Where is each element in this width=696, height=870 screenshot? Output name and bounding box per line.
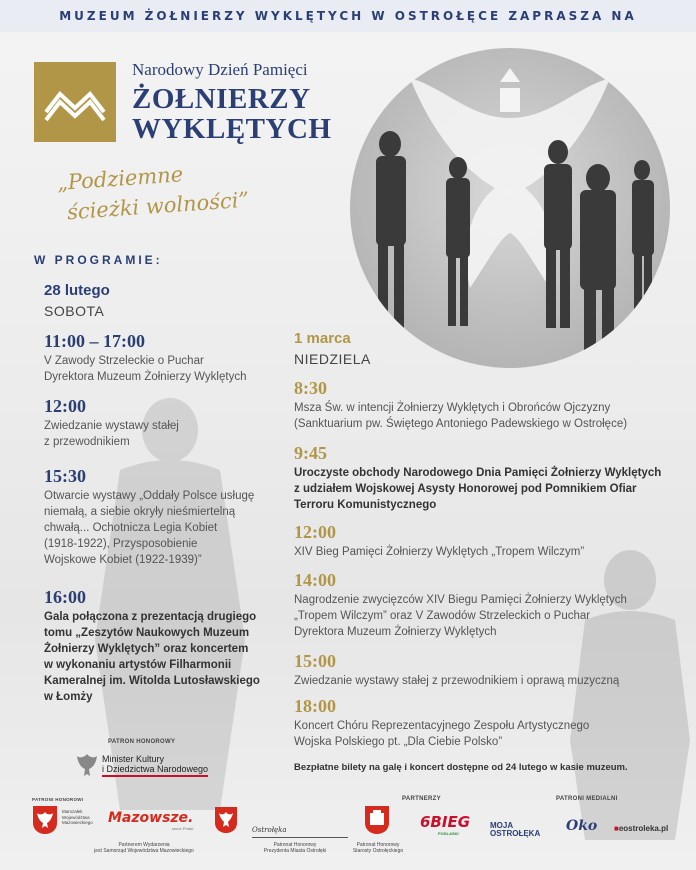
event-time: 14:00	[294, 570, 336, 590]
event-description	[44, 609, 260, 705]
patron-honorowy-label: PATRON HONOROWY	[108, 739, 176, 745]
day1-event-3	[44, 466, 254, 568]
event-line: (Sanktuarium pw. Świętego Antoniego Padewskiego w Ostrołęce)	[294, 418, 628, 430]
day2-event-4	[294, 570, 627, 640]
event-time: 9:45	[294, 443, 327, 463]
event-line: Wojska Polskiego pt. „Dla Ciebie Polsko”	[294, 736, 503, 748]
event-description	[44, 488, 254, 568]
oko-text: Oko	[566, 818, 598, 834]
museum-logo	[34, 62, 116, 142]
event-description	[294, 465, 661, 513]
event-line: tomu „Zeszytów Naukowych Muzeum	[44, 627, 250, 639]
eostroleka-mark-icon: ■	[614, 824, 619, 833]
partner-line: jest Samorząd Województwa Mazowieckiego	[94, 848, 194, 854]
event-line: z udziałem Wojskowej Asysty Honorowej pod Pomnikiem Ofiar	[294, 483, 637, 495]
mazowsze-text: Mazowsze.	[108, 810, 194, 826]
mazowsze-subtext: serce Polski	[171, 826, 194, 831]
day2-header	[294, 330, 371, 368]
ministry-line: Minister Kultury	[102, 753, 165, 764]
event-line: Dyrektora Muzeum Żołnierzy Wyklętych	[294, 626, 497, 638]
event-description	[294, 673, 619, 689]
event-line: w wykonaniu artystów Filharmonii	[44, 659, 232, 671]
event-line: Wojskowe Kobiet (1922-1939)”	[44, 554, 202, 566]
event-line: Dyrektora Muzeum Żołnierzy Wyklętych	[44, 371, 247, 383]
event-time: 16:00	[44, 587, 86, 607]
event-description	[44, 418, 179, 450]
event-line: Nagrodzenie zwycięzców XIV Biegu Pamięci Żołnierzy Wyklętych	[294, 594, 627, 606]
event-time: 18:00	[294, 696, 336, 716]
marszalek-line: Województwa	[62, 814, 90, 820]
page-title	[132, 84, 331, 144]
day2-weekday: NIEDZIELA	[294, 351, 371, 367]
event-line: Kameralnej im. Witolda Lutosławskiego	[44, 675, 260, 687]
day1-event-1	[44, 331, 246, 385]
event-line: XIV Bieg Pamięci Żołnierzy Wyklętych „Tropem Wilczym”	[294, 546, 585, 558]
eostroleka-text: eostroleka.pl	[618, 824, 669, 833]
program-label: W PROGRAMIE:	[34, 253, 163, 267]
day2-event-5	[294, 651, 619, 689]
eostroleka-logo	[614, 824, 668, 833]
moja-ostroleka-logo	[490, 822, 540, 838]
bieg-text: 6BIEG	[420, 813, 471, 831]
day2-event-1	[294, 378, 627, 432]
patroni-medialni-label: PATRONI MEDIALNI	[556, 796, 618, 802]
partnerzy-label: PARTNERZY	[402, 796, 441, 802]
event-time: 8:30	[294, 378, 327, 398]
event-line: Żołnierzy Wyklętych” oraz koncertem	[44, 643, 249, 655]
day1-event-2	[44, 396, 179, 450]
prezydent-text	[240, 842, 350, 854]
ostroleka-script-logo	[252, 819, 348, 838]
day1-date: 28 lutego	[44, 282, 110, 299]
event-time: 15:00	[294, 651, 336, 671]
event-line: chwałą... Ochotnicza Legia Kobiet	[44, 522, 218, 534]
event-time: 11:00 – 17:00	[44, 331, 145, 351]
ministry-logo	[76, 752, 208, 778]
partner-line: Partnerem Wydarzenia	[118, 842, 170, 848]
partner-samorzad-text	[74, 842, 214, 854]
top-banner	[0, 0, 696, 32]
event-line: Gala połączona z prezentacją drugiego	[44, 611, 257, 623]
day2-event-6	[294, 696, 589, 750]
invite-text: MUZEUM ŻOŁNIERZY WYKLĘTYCH W OSTROŁĘCE ZAPRASZA NA	[59, 9, 637, 23]
soldiers-silhouette-icon	[350, 48, 670, 368]
event-time: 12:00	[294, 522, 336, 542]
tickets-note: Bezpłatne bilety na galę i koncert dostępne od 24 lutego w kasie muzeum.	[294, 762, 628, 773]
event-description	[294, 400, 627, 432]
zigzag-logo-icon	[42, 82, 108, 122]
prezydent-line: Patronat Honorowy	[273, 842, 317, 848]
soldiers-photo	[350, 48, 670, 368]
oko-logo	[566, 817, 597, 835]
event-description	[294, 592, 627, 640]
prezydent-line: Prezydenta Miasta Ostrołęki	[263, 848, 327, 854]
ministry-text	[102, 754, 208, 777]
event-line: w Łomży	[44, 691, 93, 703]
title-line-2: WYKLĘTYCH	[132, 113, 332, 145]
event-line: Zwiedzanie wystawy stałej	[44, 420, 179, 432]
marszalek-line: Mazowieckiego	[62, 820, 93, 825]
event-time: 15:30	[44, 466, 86, 486]
event-line: niemałą, a siebie okryły nieśmiertelną	[44, 506, 236, 518]
day2-event-2	[294, 443, 661, 513]
title-line-1: ŻOŁNIERZY	[132, 83, 311, 115]
event-line: Msza Św. w intencji Żołnierzy Wyklętych i Obrońców Ojczyzny	[294, 402, 611, 414]
slogan-line-1: „Podziemne	[56, 162, 184, 195]
event-line: Koncert Chóru Reprezentacyjnego Zespołu Artystycznego	[294, 720, 590, 732]
event-line: Uroczyste obchody Narodowego Dnia Pamięci Żołnierzy Wyklętych	[294, 467, 662, 479]
day1-event-4	[44, 587, 260, 705]
event-time: 12:00	[44, 396, 86, 416]
event-description	[294, 718, 589, 750]
bieg-logo	[420, 813, 470, 836]
day2-date: 1 marca	[294, 330, 351, 347]
event-line: Terroru Komunistycznego	[294, 499, 437, 511]
event-description	[294, 544, 584, 560]
event-line: „Tropem Wilczym” oraz V Zawodów Strzeleckich o Puchar	[294, 610, 591, 622]
day2-event-3	[294, 522, 584, 560]
ministry-line: i Dziedzictwa Narodowego	[102, 763, 209, 774]
event-line: V Zawody Strzeleckie o Puchar	[44, 355, 204, 367]
slogan	[56, 155, 250, 228]
moja-line: MOJA	[490, 821, 514, 830]
slogan-line-2: ścieżki wolności”	[66, 187, 250, 225]
day1-header	[44, 282, 110, 320]
ostroleka-script-text: Ostrołęka	[252, 826, 287, 834]
patroni-honorowi-label: PATRONI HONOROWI	[32, 797, 84, 802]
starosta-line: Patronat Honorowy	[356, 842, 400, 848]
event-line: (1918-1922), Przysposobienie	[44, 538, 198, 550]
event-description	[44, 353, 246, 385]
title-subtitle: Narodowy Dzień Pamięci	[132, 60, 308, 79]
eagle-emblem-icon	[76, 752, 98, 778]
mazowsze-logo	[108, 810, 193, 831]
moja-line: OSTROŁĘKA	[490, 829, 541, 838]
day1-weekday: SOBOTA	[44, 303, 105, 319]
starosta-text	[338, 842, 418, 854]
event-line: Zwiedzanie wystawy stałej z przewodnikiem i oprawą muzyczną	[294, 675, 620, 687]
marszalek-line: Marszałek	[62, 809, 83, 814]
starosta-line: Starosty Ostrołęckiego	[352, 848, 404, 854]
event-line: Otwarcie wystawy „Oddały Polsce usługę	[44, 490, 255, 502]
marszalek-text	[62, 809, 93, 826]
ostroleka-city-crest-icon	[214, 806, 238, 834]
powiat-crest-icon	[364, 805, 390, 835]
mazowsze-crest-icon	[32, 805, 58, 835]
event-line: z przewodnikiem	[44, 436, 130, 448]
bieg-subtext: PODLASKI	[438, 831, 459, 836]
